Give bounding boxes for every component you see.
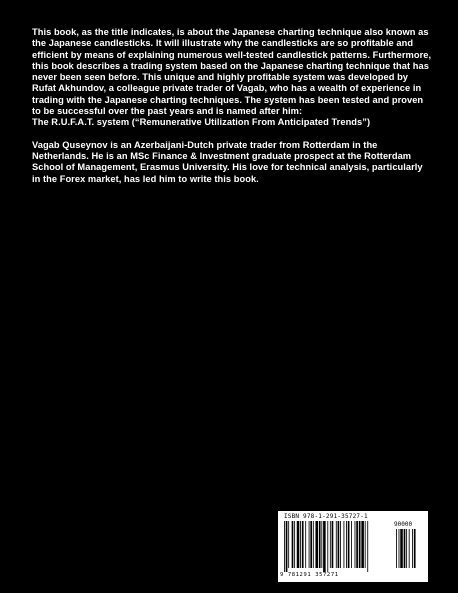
barcode-bar (309, 521, 310, 568)
back-cover-blurb (32, 27, 432, 185)
price-code-bar (414, 529, 416, 568)
price-code-bar (412, 529, 413, 568)
barcode-digits: 9 781291 357271 (280, 572, 339, 578)
barcode-bar (286, 521, 288, 572)
barcode-bar (336, 521, 337, 568)
price-code-bar (399, 529, 400, 568)
price-code-bar (409, 529, 410, 568)
blurb-paragraph-intro: This book, as the title indicates, is about the Japanese charting technique also known as the Japanese candlesticks. It will illustrate why the candlesticks are so profitable and efficient by means of explaining numerous well-tested candlestick patterns. Furthermore, this book describes a trading system based on the Japanese charting technique that has never been seen before. This unique and highly profitable system was developed by Rufat Akhundov, a colleague private trader of Vagab, who has a wealth of experience in trading with the Japanese charting techniques. The system has been tested and proven to be successful over the past years and is named after him: (32, 27, 432, 117)
barcode-bar (323, 521, 326, 572)
barcode-bars-icon (282, 521, 424, 572)
barcode-bar (361, 521, 364, 568)
barcode-bar (356, 521, 358, 568)
price-code: 90000 (394, 521, 413, 528)
barcode-bar (348, 521, 350, 568)
barcode-bar (284, 521, 285, 572)
barcode-bar (319, 521, 321, 568)
system-name-line: The R.U.F.A.T. system (“Remunerative Utilization From Anticipated Trends”) (32, 117, 371, 128)
barcode-bar (355, 521, 356, 568)
barcode-bar (310, 521, 312, 568)
barcode-bar (294, 521, 295, 568)
barcode-bar (332, 521, 334, 568)
isbn-label: ISBN 978-1-291-35727-1 (284, 513, 368, 520)
barcode-bar (305, 521, 306, 568)
barcode-bar (321, 521, 322, 568)
price-code-bar (404, 529, 406, 568)
price-code-bar (400, 529, 403, 568)
barcode-bar (300, 521, 301, 568)
barcode-bar (315, 521, 318, 568)
barcode-bar (302, 521, 304, 568)
barcode-bar (359, 521, 361, 568)
barcode-bar (351, 521, 352, 568)
price-code-bar (396, 529, 397, 568)
barcode-bar (313, 521, 314, 568)
barcode-bar (327, 521, 328, 572)
paragraph-gap (32, 129, 432, 140)
barcode-bar (288, 521, 289, 568)
barcode-bar (344, 521, 345, 568)
barcode-bar (330, 521, 331, 568)
barcode-bar (292, 521, 294, 568)
barcode-bar (297, 521, 300, 568)
barcode-bar (338, 521, 340, 568)
author-bio-paragraph: Vagab Quseynov is an Azerbaijani-Dutch private trader from Rotterdam in the Netherlands. He is an MSc Finance & Investment graduate prospect at the Rotterdam School of Management, Erasmus University. His love for technical analysis, particularly in the Forex market, has led him to write this book. (32, 139, 423, 184)
barcode-bar (365, 521, 366, 568)
barcode-bar (367, 521, 368, 572)
barcode-bar (346, 521, 347, 568)
price-code-bar (406, 529, 407, 568)
isbn-barcode (278, 511, 428, 582)
barcode-bar (340, 521, 341, 568)
